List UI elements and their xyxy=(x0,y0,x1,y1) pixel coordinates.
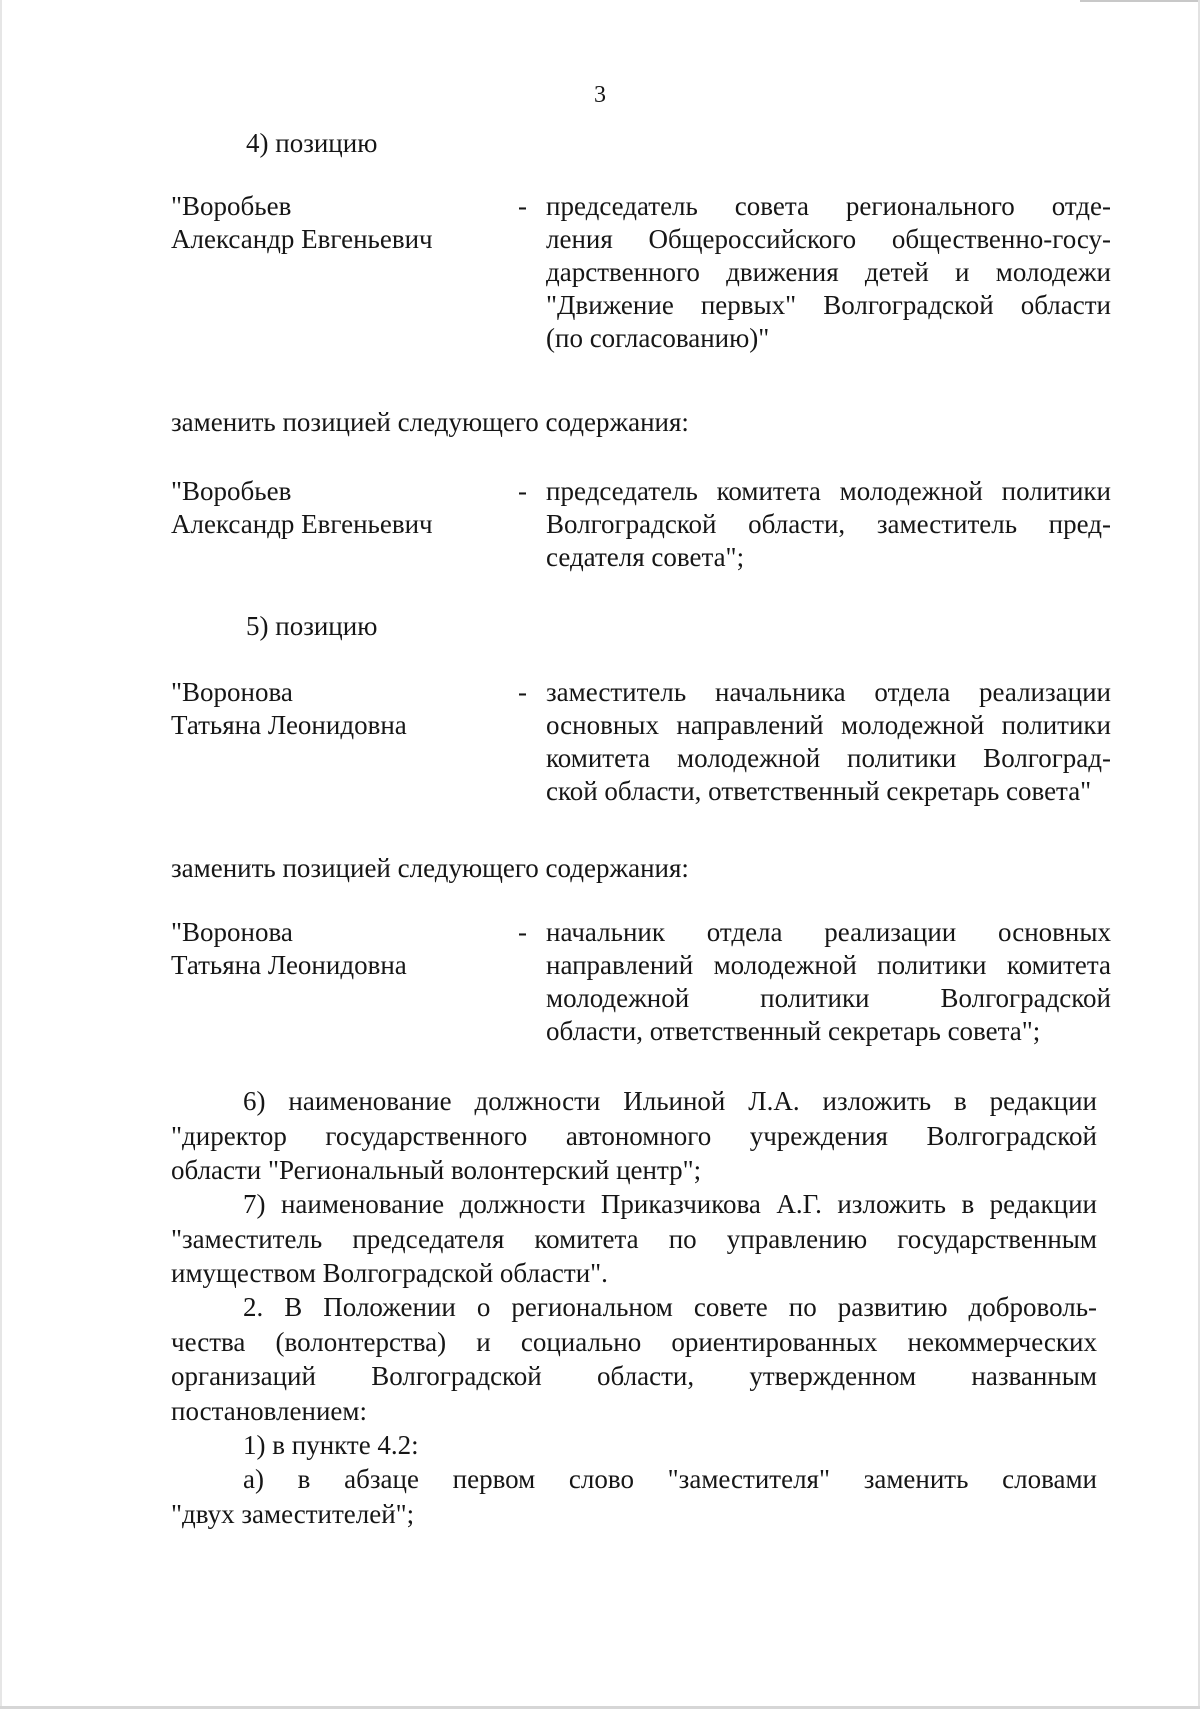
replace-text-2: заменить позицией следующего содержания: xyxy=(171,853,689,883)
item5-old-dash: - xyxy=(518,677,527,707)
item4-new-description xyxy=(546,475,1111,574)
paragraph-line: чества (волонтерства) и социально ориентированных некоммерческих xyxy=(171,1326,1097,1357)
desc-line: начальник отдела реализации основных xyxy=(546,917,1111,947)
name-line: Александр Евгеньевич xyxy=(171,509,433,539)
name-line: Александр Евгеньевич xyxy=(171,224,433,254)
item5-heading: 5) позицию xyxy=(246,611,378,641)
paragraph-line: 6) наименование должности Ильиной Л.А. изложить в редакции xyxy=(243,1086,1097,1116)
item4-old-description xyxy=(546,190,1111,355)
item4-new-dash: - xyxy=(518,476,527,506)
name-line: "Воронова xyxy=(171,917,293,947)
paragraph-line: области "Региональный волонтерский центр"; xyxy=(171,1155,702,1185)
paragraph-line: постановлением: xyxy=(171,1395,367,1426)
name-line: "Воробьев xyxy=(171,191,292,221)
replace-text-1: заменить позицией следующего содержания: xyxy=(171,407,689,437)
item5-new-name xyxy=(171,916,501,982)
scan-edge-top xyxy=(1080,0,1200,2)
item4-old-name xyxy=(171,190,501,256)
desc-line: председатель комитета молодежной политики xyxy=(546,476,1111,506)
desc-line: молодежной политики Волгоградской xyxy=(546,983,1111,1013)
sub-item-a xyxy=(171,1462,1097,1531)
desc-line: комитета молодежной политики Волгоград- xyxy=(546,743,1111,773)
desc-line: ской области, ответственный секретарь совета" xyxy=(546,776,1092,806)
desc-line: заместитель начальника отдела реализации xyxy=(546,677,1111,707)
item5-new-description xyxy=(546,916,1111,1048)
sub-item-1 xyxy=(171,1428,1097,1463)
desc-line: седателя совета"; xyxy=(546,542,745,572)
item4-old-dash: - xyxy=(518,191,527,221)
item5-old-name xyxy=(171,676,501,742)
name-line: Татьяна Леонидовна xyxy=(171,710,407,740)
item5-new-dash: - xyxy=(518,917,527,947)
desc-line: направлений молодежной политики комитета xyxy=(546,950,1111,980)
desc-line: председатель совета регионального отде- xyxy=(546,191,1111,221)
scan-edge-left xyxy=(0,0,2,1709)
paragraph-line: 2. В Положении о региональном совете по развитию доброволь- xyxy=(243,1292,1097,1322)
desc-line: дарственного движения детей и молодежи xyxy=(546,257,1111,287)
paragraph-line: "заместитель председателя комитета по управлению государственным xyxy=(171,1223,1097,1254)
desc-line: Волгоградской области, заместитель пред- xyxy=(546,509,1111,539)
item5-old-description xyxy=(546,676,1111,808)
desc-line: основных направлений молодежной политики xyxy=(546,710,1111,740)
paragraph-2 xyxy=(171,1290,1097,1428)
paragraph-6 xyxy=(171,1084,1097,1188)
paragraph-line: "двух заместителей"; xyxy=(171,1498,415,1529)
paragraph-line: 1) в пункте 4.2: xyxy=(243,1430,419,1460)
paragraph-line: имуществом Волгоградской области". xyxy=(171,1258,608,1288)
name-line: "Воронова xyxy=(171,677,293,707)
paragraph-line: 7) наименование должности Приказчикова А.Г. изложить в редакции xyxy=(243,1189,1097,1219)
desc-line: ления Общероссийского общественно-госу- xyxy=(546,224,1111,254)
name-line: Татьяна Леонидовна xyxy=(171,950,407,980)
paragraph-line: организаций Волгоградской области, утвержденном названным xyxy=(171,1361,1097,1391)
item4-new-name xyxy=(171,475,501,541)
desc-line: "Движение первых" Волгоградской области xyxy=(546,290,1111,320)
name-line: "Воробьев xyxy=(171,476,292,506)
item4-heading: 4) позицию xyxy=(246,128,378,158)
desc-line: области, ответственный секретарь совета"; xyxy=(546,1016,1041,1046)
paragraph-line: а) в абзаце первом слово "заместителя" заменить словами xyxy=(243,1464,1097,1494)
paragraph-line: "директор государственного автономного учреждения Волгоградской xyxy=(171,1120,1097,1151)
paragraph-7 xyxy=(171,1187,1097,1291)
page-number: 3 xyxy=(594,82,606,108)
desc-line: (по согласованию)" xyxy=(546,323,770,353)
